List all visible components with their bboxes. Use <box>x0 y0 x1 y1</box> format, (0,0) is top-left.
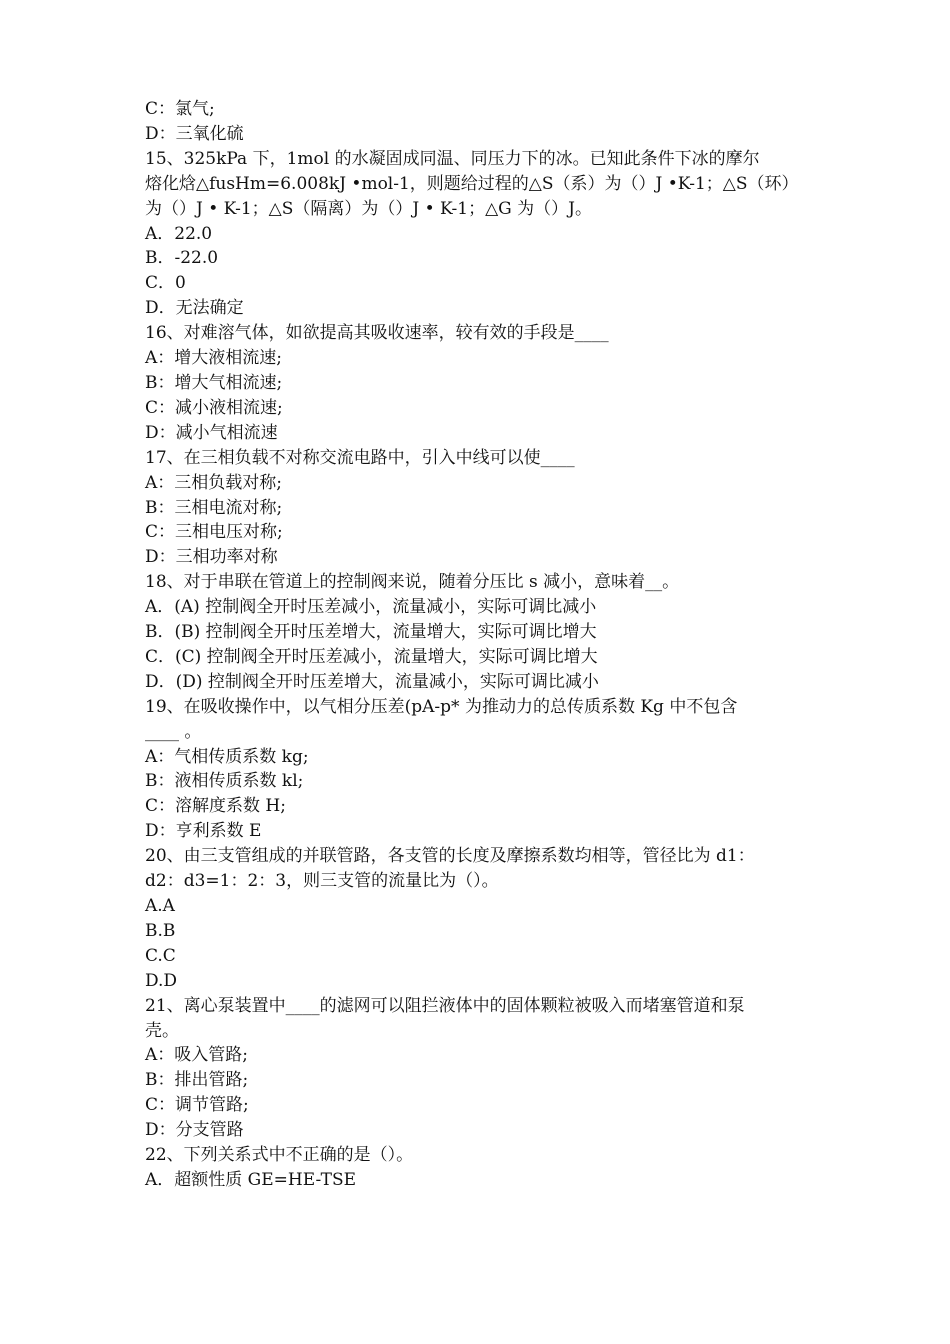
option-c-q15: C．0 <box>145 273 186 294</box>
option-d-q18: D．(D) 控制阀全开时压差增大，流量减小，实际可调比减小 <box>145 671 599 692</box>
option-b-q16: B：增大气相流速; <box>145 372 283 393</box>
question-15-line-1: 15、325kPa 下，1mol 的水凝固成同温、同压力下的冰。已知此条件下冰的摩尔 <box>145 148 760 169</box>
option-d-q19: D：亨利系数 E <box>145 821 262 842</box>
question-15-line-3: 为（）J • K-1；△S（隔离）为（）J • K-1；△G 为（）J。 <box>145 198 592 219</box>
option-c-q17: C：三相电压对称; <box>145 522 283 543</box>
option-a-q17: A：三相负载对称; <box>145 472 283 493</box>
option-c-q18: C．(C) 控制阀全开时压差减小，流量增大，实际可调比增大 <box>145 646 598 667</box>
question-16: 16、对难溶气体，如欲提高其吸收速率，较有效的手段是____ <box>145 323 609 344</box>
question-15-line-2: 熔化焓△fusHm=6.008kJ •mol-1，则题给过程的△S（系）为（）J •K-1；△S（环） <box>145 173 799 194</box>
question-text-body <box>145 97 810 1193</box>
option-a-q19: A：气相传质系数 kg; <box>145 746 309 767</box>
option-b-q18: B．(B) 控制阀全开时压差增大，流量增大，实际可调比增大 <box>145 622 597 643</box>
option-a-q18: A．(A) 控制阀全开时压差减小，流量减小，实际可调比减小 <box>145 597 597 618</box>
option-d-q14: D：三氧化硫 <box>145 123 244 144</box>
option-d-q20: D.D <box>145 970 178 991</box>
option-d-q21: D：分支管路 <box>145 1120 244 1141</box>
option-c-q16: C：减小液相流速; <box>145 397 283 418</box>
option-c-q14: C：氯气; <box>145 99 215 119</box>
option-d-q15: D．无法确定 <box>145 298 244 319</box>
option-b-q21: B：排出管路; <box>145 1070 249 1091</box>
question-21-line-1: 21、离心泵装置中____的滤网可以阻拦液体中的固体颗粒被吸入而堵塞管道和泵 <box>145 995 745 1016</box>
option-b-q17: B：三相电流对称; <box>145 497 283 518</box>
option-a-q15: A．22.0 <box>145 223 213 244</box>
option-d-q17: D：三相功率对称 <box>145 547 278 568</box>
option-a-q16: A：增大液相流速; <box>145 348 283 369</box>
option-b-q15: B．-22.0 <box>145 248 219 269</box>
option-c-q21: C：调节管路; <box>145 1095 249 1116</box>
question-18: 18、对于串联在管道上的控制阀来说，随着分压比 s 减小，意味着__。 <box>145 572 680 593</box>
question-20-line-2: d2：d3=1：2：3，则三支管的流量比为（）。 <box>145 871 499 892</box>
option-d-q16: D：减小气相流速 <box>145 422 278 443</box>
question-19-line-2: ____ 。 <box>145 721 202 742</box>
question-22: 22、下列关系式中不正确的是（）。 <box>145 1145 414 1166</box>
option-c-q19: C：溶解度系数 H; <box>145 796 286 817</box>
question-20-line-1: 20、由三支管组成的并联管路，各支管的长度及摩擦系数均相等，管径比为 d1： <box>145 846 755 867</box>
option-c-q20: C.C <box>145 945 176 966</box>
option-a-q22: A．超额性质 GE=HE-TSE <box>145 1169 356 1190</box>
option-a-q21: A：吸入管路; <box>145 1045 249 1066</box>
question-21-line-2: 壳。 <box>145 1020 179 1041</box>
question-19-line-1: 19、在吸收操作中，以气相分压差(pA-p* 为推动力的总传质系数 Kg 中不包含 <box>145 696 738 717</box>
option-b-q19: B：液相传质系数 kl; <box>145 771 304 792</box>
option-a-q20: A.A <box>145 896 175 916</box>
question-17: 17、在三相负载不对称交流电路中，引入中线可以使____ <box>145 447 575 468</box>
option-b-q20: B.B <box>145 920 176 941</box>
